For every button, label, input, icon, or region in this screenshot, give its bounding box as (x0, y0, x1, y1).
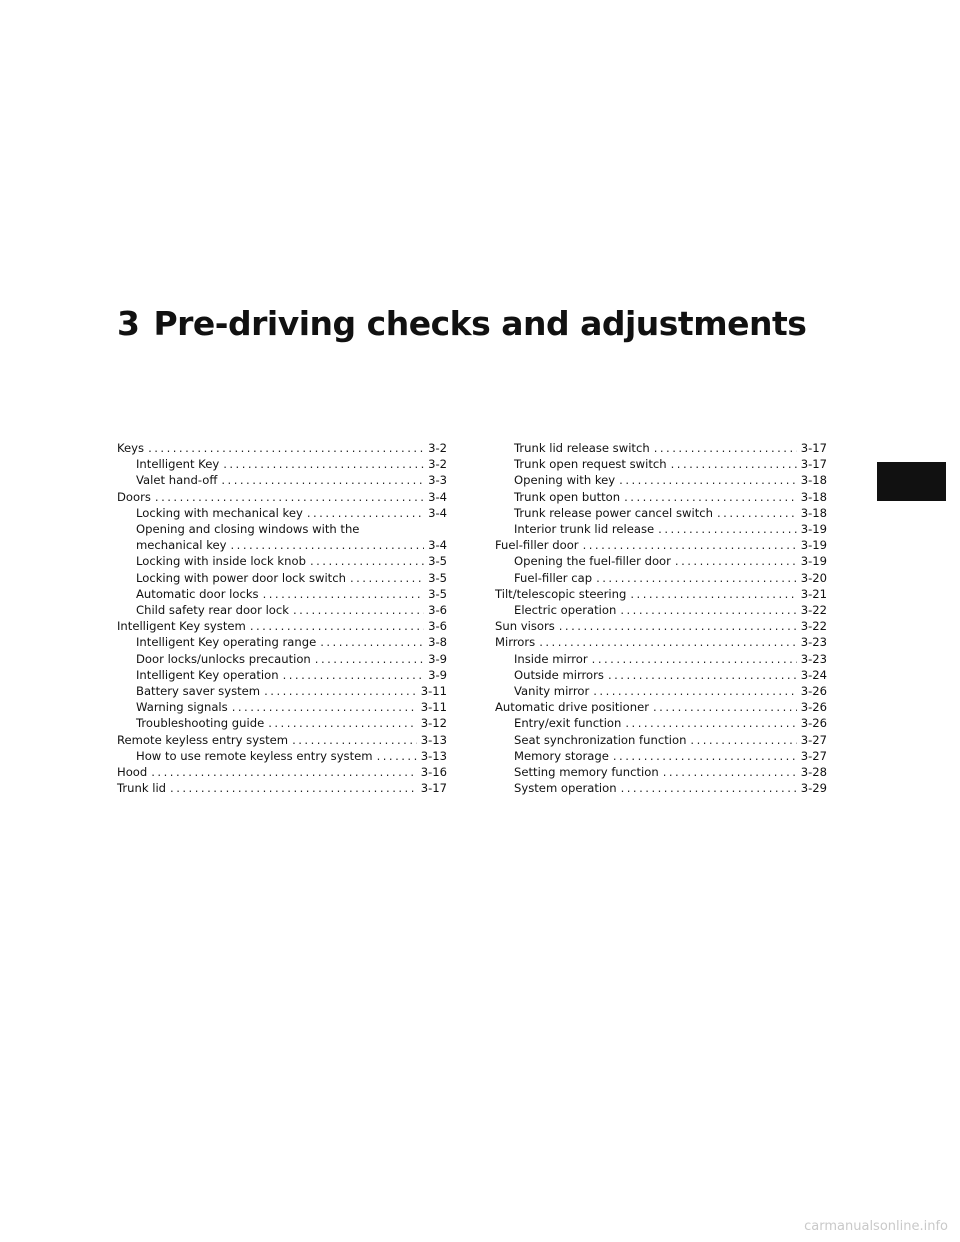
toc-entry[interactable] (495, 780, 827, 796)
toc-leader-dots (630, 586, 796, 602)
toc-entry-page: 3-26 (800, 716, 827, 731)
toc-leader-dots (315, 651, 424, 667)
toc-leader-dots (592, 651, 797, 667)
toc-entry[interactable] (117, 472, 447, 488)
toc-entry[interactable] (117, 521, 447, 553)
toc-entry-label: Electric operation (514, 603, 617, 618)
toc-entry-label: Tilt/telescopic steering (495, 586, 627, 601)
toc-entry[interactable] (495, 472, 827, 488)
toc-entry-page: 3-2 (428, 457, 447, 472)
toc-leader-dots (307, 505, 424, 521)
toc-entry[interactable] (117, 764, 447, 780)
toc-entry-page: 3-20 (800, 570, 827, 585)
toc-entry-page: 3-22 (800, 619, 827, 634)
toc-entry[interactable] (117, 602, 447, 618)
toc-entry[interactable] (495, 618, 827, 634)
toc-leader-dots (148, 440, 424, 456)
toc-entry-label: Sun visors (495, 619, 555, 634)
toc-entry-page: 3-26 (800, 700, 827, 715)
toc-entry[interactable] (495, 764, 827, 780)
chapter-title (117, 304, 806, 343)
toc-entry-label: Memory storage (514, 748, 609, 763)
toc-column-left (117, 440, 447, 796)
toc-entry[interactable] (117, 715, 447, 731)
toc-entry-label: Interior trunk lid release (514, 522, 655, 537)
toc-entry[interactable] (495, 505, 827, 521)
toc-leader-dots (593, 683, 796, 699)
toc-leader-dots (658, 521, 797, 537)
toc-entry-page: 3-5 (428, 554, 447, 569)
toc-entry[interactable] (495, 683, 827, 699)
toc-leader-dots (539, 634, 796, 650)
toc-entry-label: Trunk lid release switch (514, 441, 650, 455)
toc-leader-dots (221, 472, 424, 488)
toc-entry-page: 3-18 (800, 473, 827, 488)
toc-entry-page: 3-6 (428, 603, 447, 618)
toc-leader-dots (283, 667, 425, 683)
toc-entry-label: Mirrors (495, 635, 536, 650)
toc-leader-dots (596, 570, 797, 586)
toc-entry-label: Intelligent Key operating range (136, 635, 317, 650)
toc-entry-label: Seat synchronization function (514, 732, 687, 747)
toc-leader-dots (155, 489, 424, 505)
toc-entry-label: Opening and closing windows with the (136, 522, 360, 537)
toc-leader-dots (250, 618, 424, 634)
toc-entry[interactable] (117, 748, 447, 764)
toc-entry-page: 3-17 (420, 781, 447, 796)
toc-entry-label: Vanity mirror (514, 684, 590, 699)
toc-leader-dots (671, 456, 797, 472)
toc-leader-dots (292, 732, 417, 748)
toc-entry-page: 3-4 (428, 489, 447, 504)
toc-leader-dots (377, 748, 417, 764)
toc-entry-page: 3-3 (428, 473, 447, 488)
toc-leader-dots (620, 602, 796, 618)
toc-leader-dots (663, 764, 797, 780)
toc-entry-label: Valet hand-off (136, 473, 218, 488)
toc-entry-page: 3-22 (800, 603, 827, 618)
toc-entry[interactable] (495, 553, 827, 569)
toc-entry-page: 3-17 (800, 441, 827, 455)
toc-leader-dots (268, 715, 416, 731)
toc-entry-page: 3-4 (428, 538, 447, 553)
toc-entry[interactable] (117, 456, 447, 472)
toc-entry-page: 3-23 (800, 651, 827, 666)
toc-entry-page: 3-12 (420, 716, 447, 731)
toc-entry-page: 3-5 (428, 586, 447, 601)
toc-entry-label: Warning signals (136, 700, 228, 715)
toc-entry-page: 3-29 (800, 781, 827, 796)
toc-entry-page: 3-4 (428, 505, 447, 520)
toc-entry-label: Trunk open request switch (514, 457, 667, 472)
toc-entry-label: Locking with mechanical key (136, 505, 303, 520)
toc-entry-label: Trunk release power cancel switch (514, 505, 713, 520)
toc-entry[interactable] (495, 521, 827, 537)
toc-entry-label: Locking with power door lock switch (136, 570, 346, 585)
toc-entry-page: 3-19 (800, 522, 827, 537)
toc-entry-page: 3-9 (428, 667, 447, 682)
toc-entry-label: Troubleshooting guide (136, 716, 265, 731)
toc-entry[interactable] (117, 667, 447, 683)
toc-entry[interactable] (495, 456, 827, 472)
toc-entry[interactable] (117, 732, 447, 748)
toc-entry-page: 3-24 (800, 667, 827, 682)
toc-entry-page: 3-6 (428, 619, 447, 634)
toc-entry-label: Child safety rear door lock (136, 603, 289, 618)
toc-entry-label: Doors (117, 489, 151, 504)
toc-entry-label: Intelligent Key (136, 457, 220, 472)
toc-entry-label: Trunk open button (514, 489, 621, 504)
toc-entry[interactable] (495, 732, 827, 748)
toc-entry-label: Door locks/unlocks precaution (136, 651, 311, 666)
toc-entry-label: Intelligent Key system (117, 619, 246, 634)
toc-entry[interactable] (117, 570, 447, 586)
toc-leader-dots (559, 618, 797, 634)
toc-entry-label: Remote keyless entry system (117, 732, 289, 747)
toc-entry-label: Opening the fuel-filler door (514, 554, 671, 569)
toc-entry[interactable] (495, 699, 827, 715)
toc-entry-label: Inside mirror (514, 651, 588, 666)
toc-entry-page: 3-8 (428, 635, 447, 650)
toc-leader-dots (293, 602, 424, 618)
toc-entry[interactable] (495, 715, 827, 731)
toc-entry-label: Setting memory function (514, 765, 659, 780)
toc-entry[interactable] (117, 634, 447, 650)
chapter-thumb-tab (877, 462, 946, 501)
toc-entry[interactable] (117, 505, 447, 521)
toc-entry-page: 3-18 (800, 505, 827, 520)
toc-leader-dots (613, 748, 797, 764)
toc-entry[interactable] (117, 780, 447, 796)
chapter-number: 3 (117, 304, 140, 343)
toc-entry[interactable] (495, 586, 827, 602)
toc-leader-dots (264, 683, 417, 699)
toc-entry-page: 3-21 (800, 586, 827, 601)
toc-leader-dots (621, 780, 797, 796)
toc-entry-page: 3-5 (428, 570, 447, 585)
toc-entry-label: System operation (514, 781, 617, 796)
toc-entry[interactable] (495, 634, 827, 650)
toc-entry-page: 3-13 (420, 748, 447, 763)
toc-leader-dots (320, 634, 424, 650)
toc-entry-page: 3-2 (428, 441, 447, 455)
toc-leader-dots (263, 586, 424, 602)
toc-entry-page: 3-9 (428, 651, 447, 666)
toc-entry-page: 3-26 (800, 684, 827, 699)
watermark: carmanualsonline.info (804, 1219, 948, 1234)
toc-entry[interactable] (495, 570, 827, 586)
toc-leader-dots (170, 780, 417, 796)
toc-entry-label: Trunk lid (117, 781, 167, 796)
toc-entry-label: Outside mirrors (514, 667, 604, 682)
toc-entry[interactable] (117, 618, 447, 634)
toc-entry-label: How to use remote keyless entry system (136, 748, 373, 763)
toc-column-right (495, 440, 827, 796)
toc-leader-dots (624, 489, 797, 505)
toc-entry-page: 3-19 (800, 538, 827, 553)
toc-leader-dots (654, 440, 797, 456)
toc-entry[interactable] (117, 683, 447, 699)
toc-entry-label: Automatic drive positioner (495, 700, 649, 715)
toc-leader-dots (350, 570, 424, 586)
toc-entry-page: 3-13 (420, 732, 447, 747)
toc-leader-dots (717, 505, 797, 521)
toc-entry-label: Locking with inside lock knob (136, 554, 306, 569)
toc-entry[interactable] (495, 667, 827, 683)
toc-entry-page: 3-16 (420, 765, 447, 780)
toc-entry-page: 3-27 (800, 748, 827, 763)
toc-entry[interactable] (495, 489, 827, 505)
toc-entry[interactable] (495, 537, 827, 553)
toc-entry-page: 3-17 (800, 457, 827, 472)
toc-entry[interactable] (117, 440, 447, 456)
toc-entry-label: Automatic door locks (136, 586, 259, 601)
toc-leader-dots (653, 699, 797, 715)
toc-leader-dots (151, 764, 416, 780)
toc-leader-dots (690, 732, 796, 748)
toc-entry[interactable] (495, 602, 827, 618)
toc-entry-label: Opening with key (514, 473, 616, 488)
toc-entry-page: 3-28 (800, 765, 827, 780)
toc-entry-page: 3-23 (800, 635, 827, 650)
toc-entry-label: Fuel-filler cap (514, 570, 593, 585)
toc-entry-page: 3-18 (800, 489, 827, 504)
toc-entry-label: Entry/exit function (514, 716, 622, 731)
toc-leader-dots (619, 472, 797, 488)
toc-leader-dots (310, 553, 424, 569)
toc-entry[interactable] (495, 651, 827, 667)
toc-entry[interactable] (495, 440, 827, 456)
toc-entry-label: Keys (117, 441, 145, 455)
toc-entry[interactable] (117, 489, 447, 505)
toc-entry-label: Fuel-filler door (495, 538, 579, 553)
toc-leader-dots (231, 537, 425, 553)
toc-entry[interactable] (117, 651, 447, 667)
toc-leader-dots (625, 715, 796, 731)
chapter-title-text: Pre-driving checks and adjustments (153, 304, 807, 343)
toc-leader-dots (223, 456, 424, 472)
toc-entry-page: 3-11 (420, 700, 447, 715)
toc-entry[interactable] (117, 699, 447, 715)
toc-entry-page: 3-27 (800, 732, 827, 747)
toc-leader-dots (583, 537, 797, 553)
toc-leader-dots (232, 699, 417, 715)
toc-entry-label: mechanical key (136, 538, 227, 553)
toc-entry-label: Battery saver system (136, 684, 261, 699)
toc-leader-dots (608, 667, 797, 683)
toc-entry[interactable] (117, 586, 447, 602)
toc-entry-page: 3-19 (800, 554, 827, 569)
toc-entry[interactable] (495, 748, 827, 764)
toc-entry-label: Hood (117, 765, 148, 780)
toc-leader-dots (675, 553, 797, 569)
toc-entry[interactable] (117, 553, 447, 569)
toc-entry-label: Intelligent Key operation (136, 667, 279, 682)
toc-entry-page: 3-11 (420, 684, 447, 699)
